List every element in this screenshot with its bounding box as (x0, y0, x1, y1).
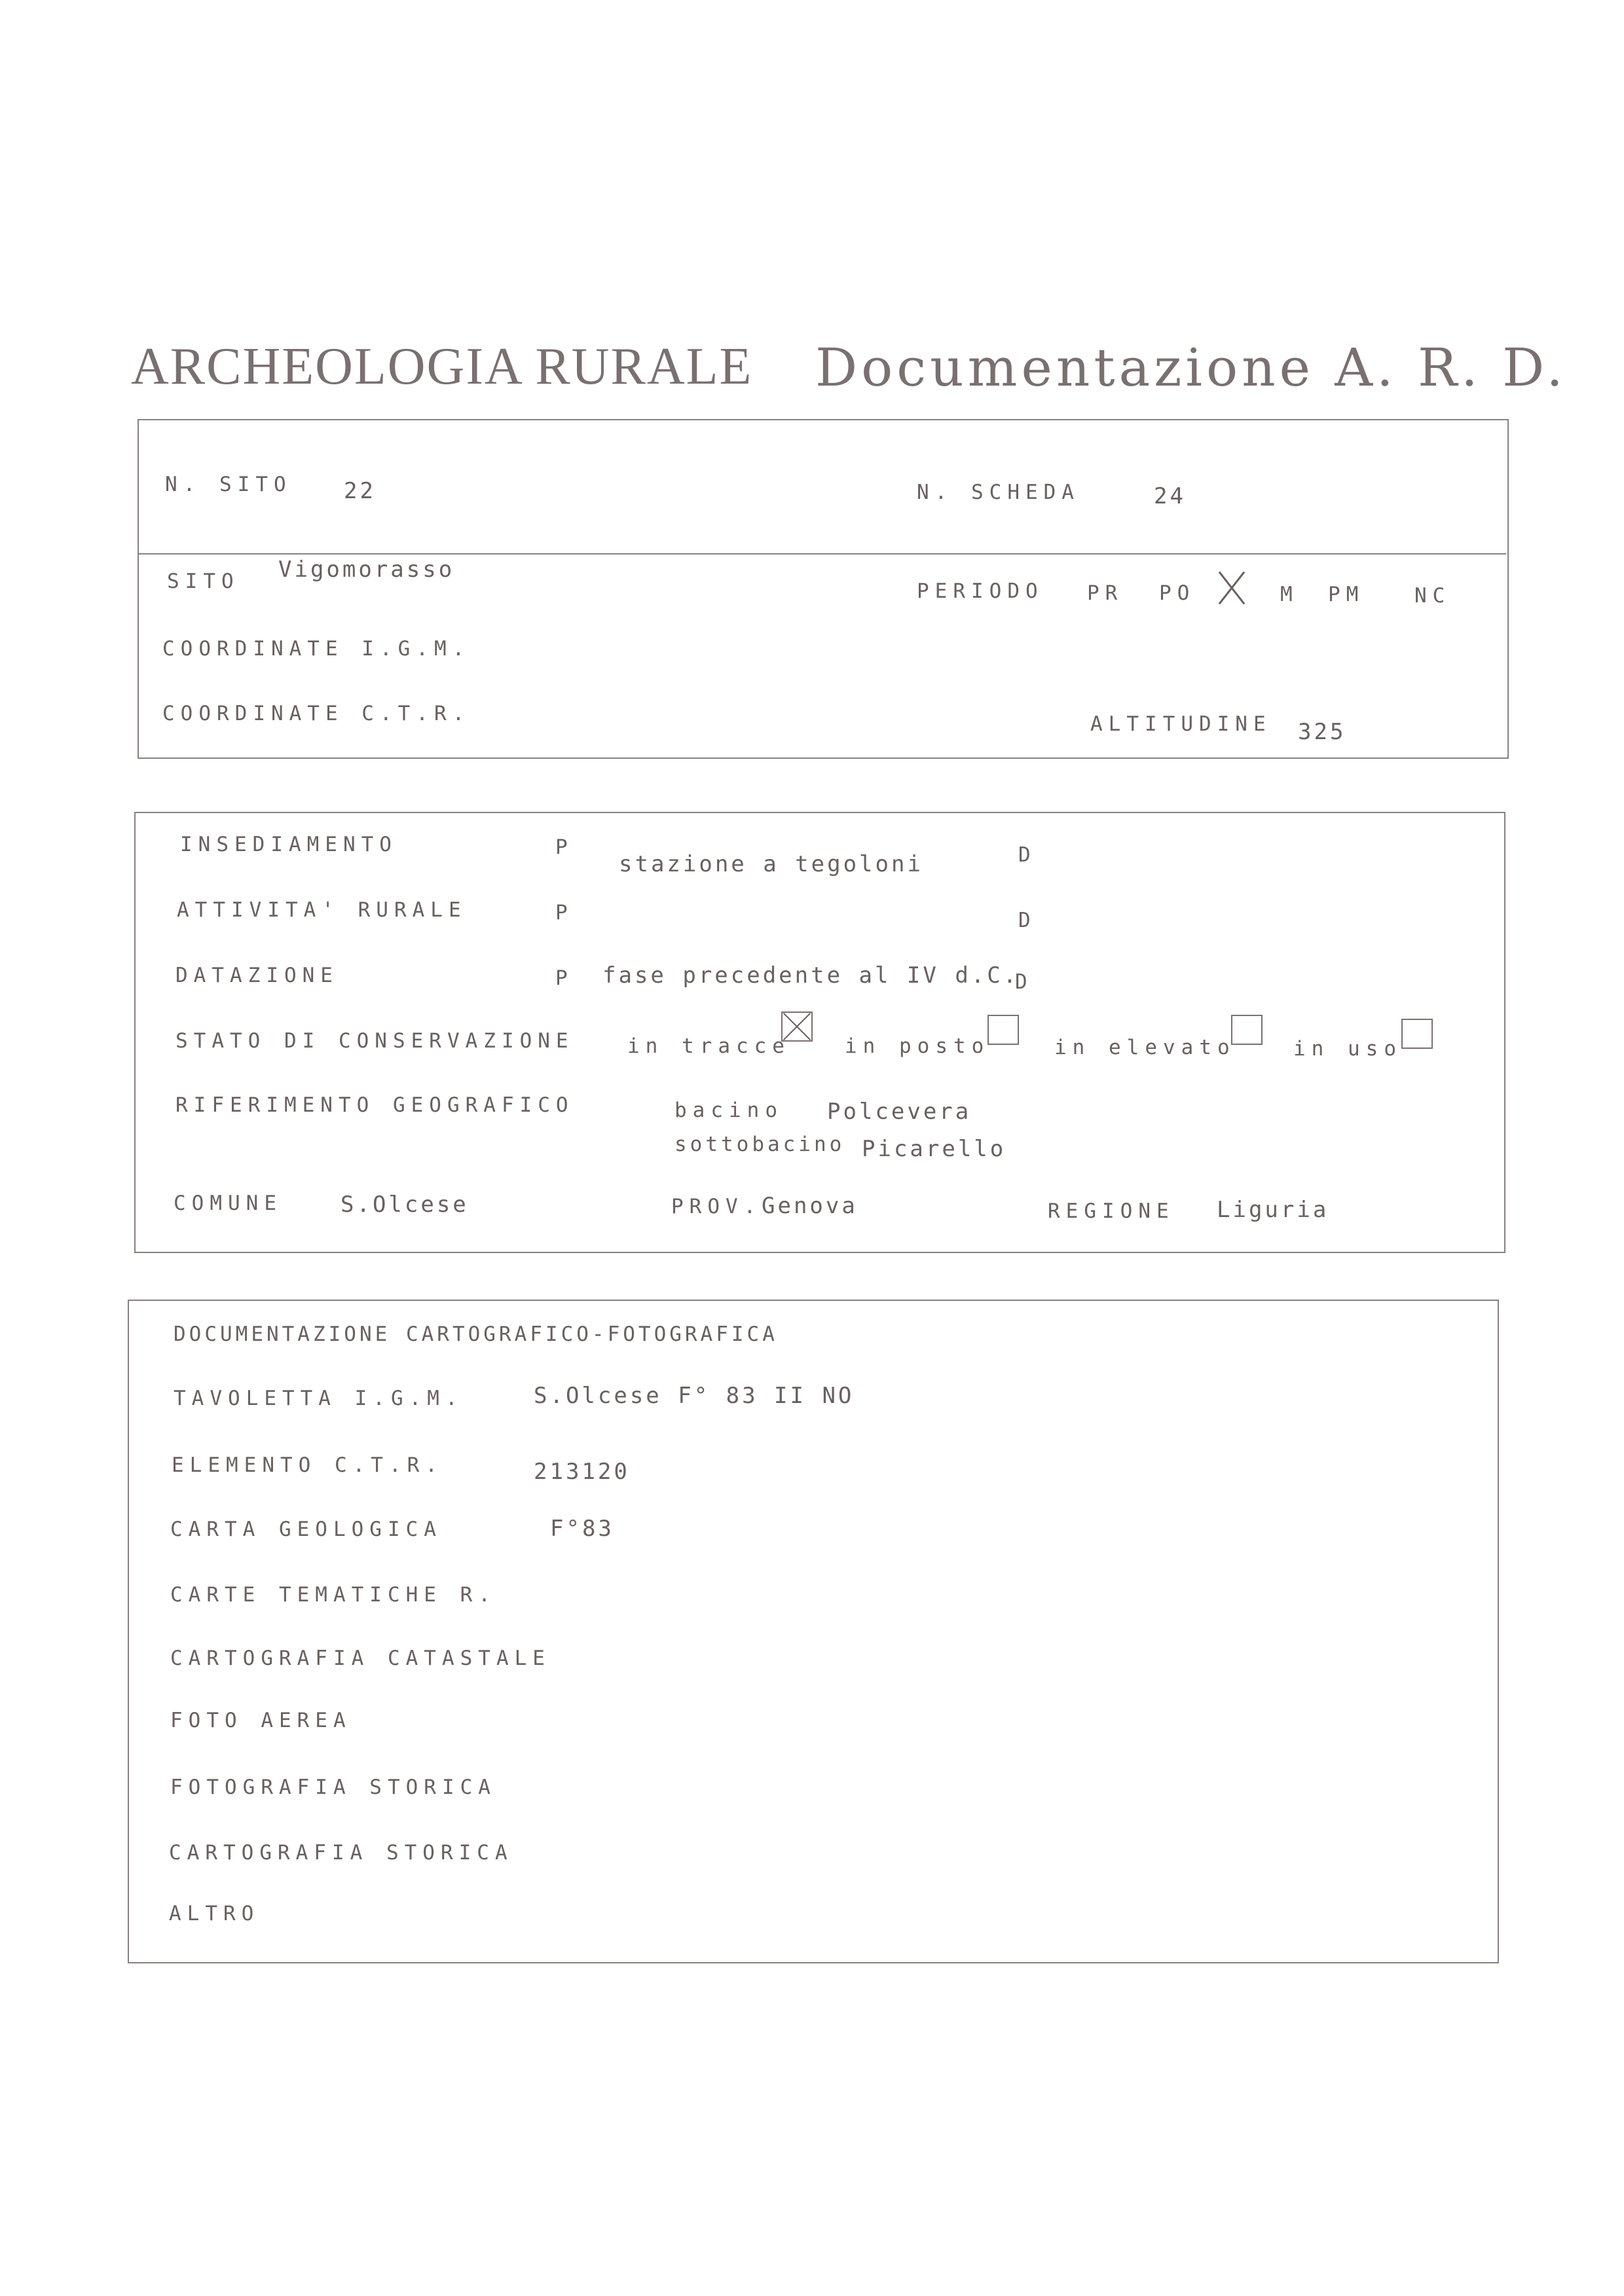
n-sito-label: N. SITO (165, 473, 292, 496)
cartografia-storica-label: CARTOGRAFIA STORICA (169, 1841, 513, 1865)
stato-in-tracce-label: in tracce (627, 1034, 790, 1058)
sito-label: SITO (167, 570, 240, 593)
title-right: Documentazione A. R. D. (815, 337, 1567, 398)
insediamento-p: P (555, 835, 574, 859)
title-left: ARCHEOLOGIA RURALE (131, 338, 753, 395)
n-sito-value: 22 (344, 478, 376, 504)
tavoletta-igm-value: S.Olcese F° 83 II NO (534, 1383, 855, 1409)
stato-in-uso-label: in uso (1293, 1037, 1402, 1061)
site-info-divider (139, 553, 1506, 555)
comune-value: S.Olcese (341, 1192, 469, 1218)
bacino-value: Polcevera (827, 1099, 972, 1125)
elemento-ctr-value: 213120 (534, 1459, 630, 1485)
carte-tematiche-label: CARTE TEMATICHE R. (170, 1583, 496, 1607)
stato-in-tracce-checkbox[interactable] (781, 1011, 813, 1042)
insediamento-d: D (1018, 843, 1037, 867)
elemento-ctr-label: ELEMENTO C.T.R. (172, 1453, 443, 1477)
periodo-check-mark-icon (1213, 570, 1250, 606)
stato-conservazione-label: STATO DI CONSERVAZIONE (175, 1029, 574, 1053)
periodo-option-pm[interactable]: PM (1328, 583, 1365, 606)
altro-label: ALTRO (169, 1902, 260, 1925)
regione-value: Liguria (1217, 1197, 1329, 1223)
n-scheda-label: N. SCHEDA (917, 481, 1080, 504)
stato-in-posto-checkbox[interactable] (987, 1015, 1019, 1045)
stato-in-posto-label: in posto (845, 1034, 990, 1058)
sottobacino-label: sottobacino (674, 1133, 845, 1156)
attivita-p: P (555, 901, 574, 924)
cartografia-catastale-label: CARTOGRAFIA CATASTALE (170, 1647, 551, 1670)
stato-in-elevato-label: in elevato (1054, 1036, 1236, 1059)
stato-in-uso-checkbox[interactable] (1401, 1019, 1433, 1049)
periodo-option-m[interactable]: M (1280, 583, 1299, 606)
foto-aerea-label: FOTO AEREA (170, 1709, 352, 1732)
insediamento-value: stazione a tegoloni (619, 851, 923, 877)
riferimento-geografico-label: RIFERIMENTO GEOGRAFICO (175, 1093, 574, 1117)
attivita-rurale-label: ATTIVITA' RURALE (177, 898, 467, 922)
attivita-d: D (1018, 909, 1037, 932)
sottobacino-value: Picarello (862, 1136, 1006, 1162)
datazione-value: fase precedente al IV d.C. (602, 962, 1020, 989)
carta-geologica-value: F°83 (550, 1516, 614, 1542)
comune-label: COMUNE (174, 1192, 282, 1215)
carta-geologica-label: CARTA GEOLOGICA (170, 1518, 442, 1541)
bacino-label: bacino (674, 1099, 783, 1122)
periodo-option-pr[interactable]: PR (1087, 581, 1124, 605)
datazione-d: D (1015, 970, 1033, 994)
coordinate-igm-label: COORDINATE I.G.M. (162, 637, 471, 661)
periodo-option-po[interactable]: PO (1159, 581, 1196, 605)
datazione-p: P (555, 966, 574, 990)
regione-label: REGIONE (1048, 1199, 1175, 1223)
documentation-heading: DOCUMENTAZIONE CARTOGRAFICO-FOTOGRAFICA (174, 1322, 778, 1346)
prov-value: Genova (762, 1193, 858, 1219)
periodo-option-nc[interactable]: NC (1414, 584, 1451, 608)
tavoletta-igm-label: TAVOLETTA I.G.M. (174, 1387, 464, 1410)
altitudine-label: ALTITUDINE (1090, 712, 1272, 736)
sito-value: Vigomorasso (278, 556, 455, 583)
stato-in-elevato-checkbox[interactable] (1231, 1015, 1263, 1045)
periodo-label: PERIODO (917, 579, 1044, 603)
datazione-label: DATAZIONE (175, 964, 339, 987)
insediamento-label: INSEDIAMENTO (180, 833, 397, 856)
altitudine-value: 325 (1298, 719, 1346, 745)
document-title (131, 337, 1567, 398)
fotografia-storica-label: FOTOGRAFIA STORICA (170, 1776, 496, 1799)
n-scheda-value: 24 (1154, 483, 1186, 509)
coordinate-ctr-label: COORDINATE C.T.R. (162, 702, 471, 725)
prov-label: PROV. (671, 1195, 762, 1218)
